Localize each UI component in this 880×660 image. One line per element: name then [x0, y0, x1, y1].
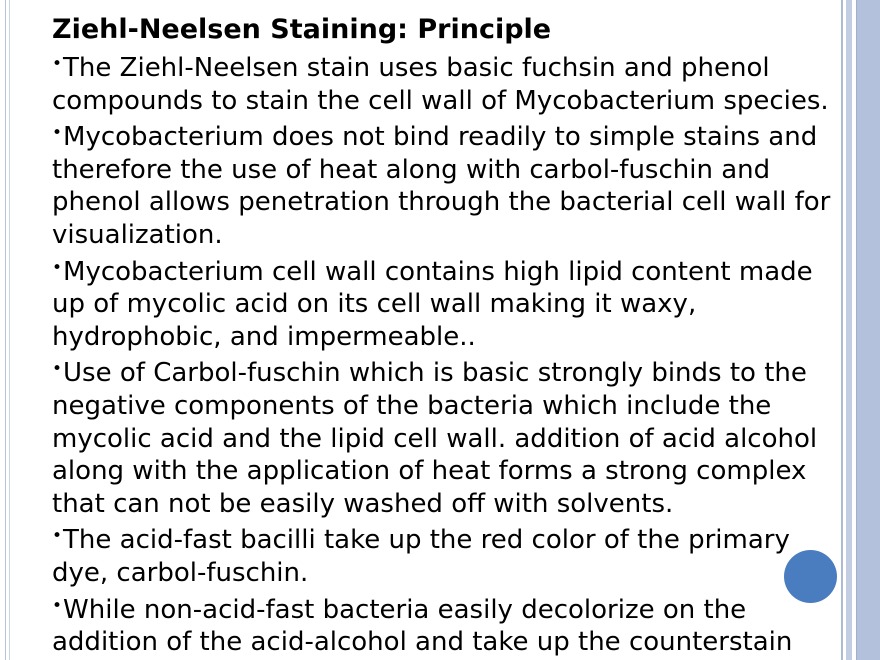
bullet-icon: •	[52, 359, 63, 380]
bullet-icon: •	[52, 54, 63, 74]
bullet-text: The acid-fast bacilli take up the red color of the primary dye, carbol-fuschin.	[52, 525, 790, 588]
bullet-text: The Ziehl-Neelsen stain uses basic fuchsin and phenol compounds to stain the cell wall of Mycobacterium species.	[52, 53, 829, 116]
left-border-line-inner	[9, 0, 10, 660]
right-decorative-bar-wide	[856, 0, 880, 660]
bullet-item	[52, 117, 852, 251]
bullet-item	[52, 520, 852, 589]
slide-title: Ziehl-Neelsen Staining: Principle	[52, 14, 552, 45]
left-border-line	[5, 0, 6, 660]
bullet-list	[52, 48, 852, 659]
bullet-text: Mycobacterium cell wall contains high lipid content made up of mycolic acid on its cell wall making it waxy, hydrophobic, and impermeable..	[52, 256, 813, 352]
bullet-item	[52, 590, 852, 659]
bullet-item	[52, 48, 852, 117]
bullet-text: While non-acid-fast bacteria easily decolorize on the addition of the acid-alcohol and take up the counterstain	[52, 594, 793, 658]
decorative-circle	[784, 550, 837, 603]
bullet-icon: •	[52, 526, 63, 547]
slide-content	[52, 12, 852, 659]
bullet-text: Use of Carbol-fuschin which is basic strongly binds to the negative components of the bacteria which include the mycolic acid and the lipid cell wall. addition of acid alcohol along with the application of heat forms a strong complex that can not be easily washed off with solvents.	[52, 358, 818, 519]
bullet-icon: •	[52, 257, 63, 278]
bullet-icon: •	[52, 123, 63, 144]
right-decorative-bar-edge	[856, 0, 857, 660]
bullet-icon: •	[52, 595, 63, 616]
bullet-item	[52, 353, 852, 520]
bullet-text: Mycobacterium does not bind readily to simple stains and therefore the use of heat along with carbol-fuschin and phenol allows penetration through the bacterial cell wall for visualization.	[52, 122, 831, 250]
bullet-item	[52, 252, 852, 354]
